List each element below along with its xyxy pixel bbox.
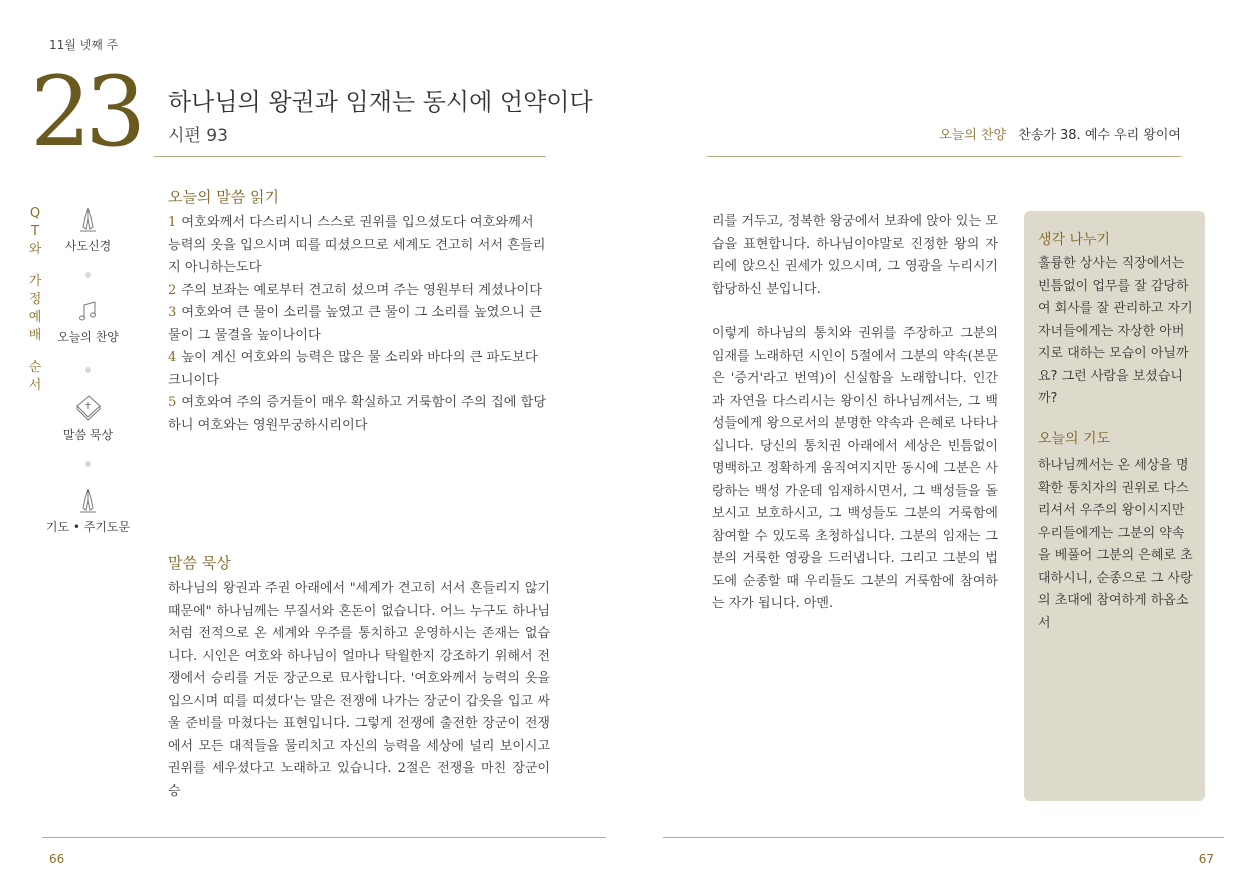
footer-divider-right [663, 837, 1224, 838]
verse-number: 2 [168, 282, 177, 298]
share-body: 훌륭한 상사는 직장에서는 빈틈없이 업무를 잘 감당하여 회사를 잘 관리하고 자기 자녀들에게는 자상한 아버지로 대하는 모습이 아닐까요? 그런 사람을 보셨습니까? [1038, 256, 1193, 406]
meditation-continued-paragraph-1: 리를 거두고, 정복한 왕궁에서 보좌에 앉아 있는 모습을 표현합니다. 하나님이야말로 진정한 왕의 자리에 앉으신 권세가 있으시며, 그 영광을 누리시기 합당하신 분입니다. [712, 214, 998, 297]
vertical-gap [28, 259, 42, 273]
day-number: 23 [30, 56, 141, 168]
week-label: 11월 넷째 주 [49, 38, 119, 52]
vertical-char: 가 [28, 274, 42, 289]
sidebar-item-label: 오늘의 찬양 [57, 330, 119, 344]
verse-number: 3 [168, 305, 177, 320]
sidebar-item-label: 말씀 묵상 [62, 428, 114, 442]
verse [168, 347, 548, 392]
praying-hands-icon [74, 486, 102, 514]
vertical-gap [28, 345, 42, 359]
page-number-right: 67 [1198, 852, 1214, 866]
vertical-char: 서 [28, 378, 42, 393]
title-divider-right [707, 156, 1181, 157]
verse [168, 280, 548, 303]
verse-text: 여호와께서 다스리시니 스스로 권위를 입으셨도다 여호와께서 능력의 옷을 입으시며 띠를 띠셨으므로 세계도 견고히 서서 흔들리지 아니하는도다 [168, 215, 546, 275]
sidebar-item-apostles-creed [48, 205, 128, 254]
sidebar-separator-dot [85, 272, 91, 278]
vertical-section-label [28, 205, 42, 395]
page-title: 하나님의 왕권과 임재는 동시에 언약이다 [168, 88, 593, 116]
title-divider-left [154, 156, 546, 157]
vertical-char: 정 [28, 292, 42, 307]
vertical-char: 예 [28, 310, 42, 325]
verse [168, 212, 548, 280]
meditation-continued-paragraph-2: 이렇게 하나님의 통치와 권위를 주장하고 그분의 임재를 노래하던 시인이 5절에서 그분의 약속(본문은 '증거'라고 번역)이 신실함을 노래합니다. 인간과 자연을 다스리시는 왕이신 하나님께서는, 그 백성들에게 왕으로서의 분명한 약속과 은혜로 나타나십니다. 당신의 통치권 아래에서 세상은 빈틈없이 명백하고 정확하게 움직여지지만 동시에 그분은 사랑하는 백성 가운데 임재하시면서, 그 백성들을 돌보시고 보호하시고, 그 백성들도 그분의 거룩함에 참여할 수 있도록 초청하십니다. 그분의 임재는 그분의 거룩한 영광을 드러냅니다. 그리고 그분의 법도에 순종할 때 우리들도 그분의 거룩함에 참여하는 자가 됩니다. 아멘. [712, 326, 998, 611]
verse-text: 여호와여 주의 증거들이 매우 확실하고 거룩함이 주의 집에 합당하니 여호와는 영원무궁하시리이다 [168, 395, 547, 433]
praise-value: 찬송가 38. 예수 우리 왕이여 [1018, 128, 1181, 143]
vertical-char: Q [29, 206, 41, 221]
praise-label: 오늘의 찬양 [939, 128, 1007, 143]
sidebar-item-label: 사도신경 [64, 239, 112, 253]
scripture-reference: 시편 93 [168, 126, 228, 146]
sidebar-item-label: 기도 • 주기도문 [45, 520, 131, 534]
sidebar-separator-dot [85, 367, 91, 373]
verse-text: 높이 계신 여호와의 능력은 많은 물 소리와 바다의 큰 파도보다 크니이다 [168, 350, 538, 388]
share-title: 생각 나누기 [1038, 232, 1111, 248]
reading-section-title: 오늘의 말씀 읽기 [168, 188, 279, 206]
sidebar-item-todays-praise [48, 298, 128, 345]
praying-hands-icon [74, 205, 102, 233]
vertical-char: T [31, 224, 39, 239]
footer-divider-left [42, 837, 606, 838]
verse-text: 여호와여 큰 물이 소리를 높였고 큰 물이 그 소리를 높였으니 큰 물이 그 물결을 높이나이다 [168, 305, 542, 343]
verse-text: 주의 보좌는 예로부터 견고히 섰으며 주는 영원부터 계셨나이다 [181, 282, 542, 298]
sharing-box [1024, 211, 1205, 801]
verse-number: 5 [168, 395, 177, 410]
sidebar-item-word-meditation [48, 392, 128, 443]
verse [168, 302, 548, 347]
meditation-section-title: 말씀 묵상 [168, 554, 231, 572]
prayer-title: 오늘의 기도 [1038, 431, 1111, 447]
verse-number: 4 [168, 350, 177, 365]
verse [168, 392, 548, 437]
vertical-char: 와 [28, 242, 42, 257]
verse-number: 1 [168, 215, 177, 230]
scripture-reading [168, 212, 548, 437]
sidebar-separator-dot [85, 461, 91, 467]
vertical-char: 배 [28, 328, 42, 343]
todays-praise [939, 124, 1181, 143]
bible-icon [73, 392, 103, 422]
vertical-char: 순 [28, 360, 42, 375]
sidebar-item-prayer [44, 486, 132, 535]
meditation-body: 하나님의 왕권과 주권 아래에서 "세계가 견고히 서서 흔들리지 않기 때문에" 하나님께는 무질서와 혼돈이 없습니다. 어느 누구도 하나님처럼 전적으로 온 세계와 우주를 통치하고 운영하시는 존재는 없습니다. 시인은 여호와 하나님이 얼마나 탁월한지 강조하기 위해서 전쟁에서 승리를 거둔 장군으로 묘사합니다. '여호와께서 능력의 옷을 입으시며 띠를 띠셨다'는 말은 전쟁에 나가는 장군이 갑옷을 입고 싸울 준비를 마쳤다는 표현입니다. 그렇게 전쟁에 출전한 장군이 전쟁에서 모든 대적들을 물리치고 자신의 능력을 세상에 널리 보이시고 권위를 세우셨다고 노래하고 있습니다. 2절은 전쟁을 마친 장군이 승 [168, 581, 550, 799]
music-note-icon [75, 298, 101, 324]
prayer-body: 하나님께서는 온 세상을 명확한 통치자의 권위로 다스리셔서 우주의 왕이시지만 우리들에게는 그분의 약속을 베풀어 그분의 은혜로 초대하시니, 순종으로 그 사랑의 초대에 참여하게 하옵소서 [1038, 458, 1193, 631]
page-number-left: 66 [49, 852, 65, 866]
